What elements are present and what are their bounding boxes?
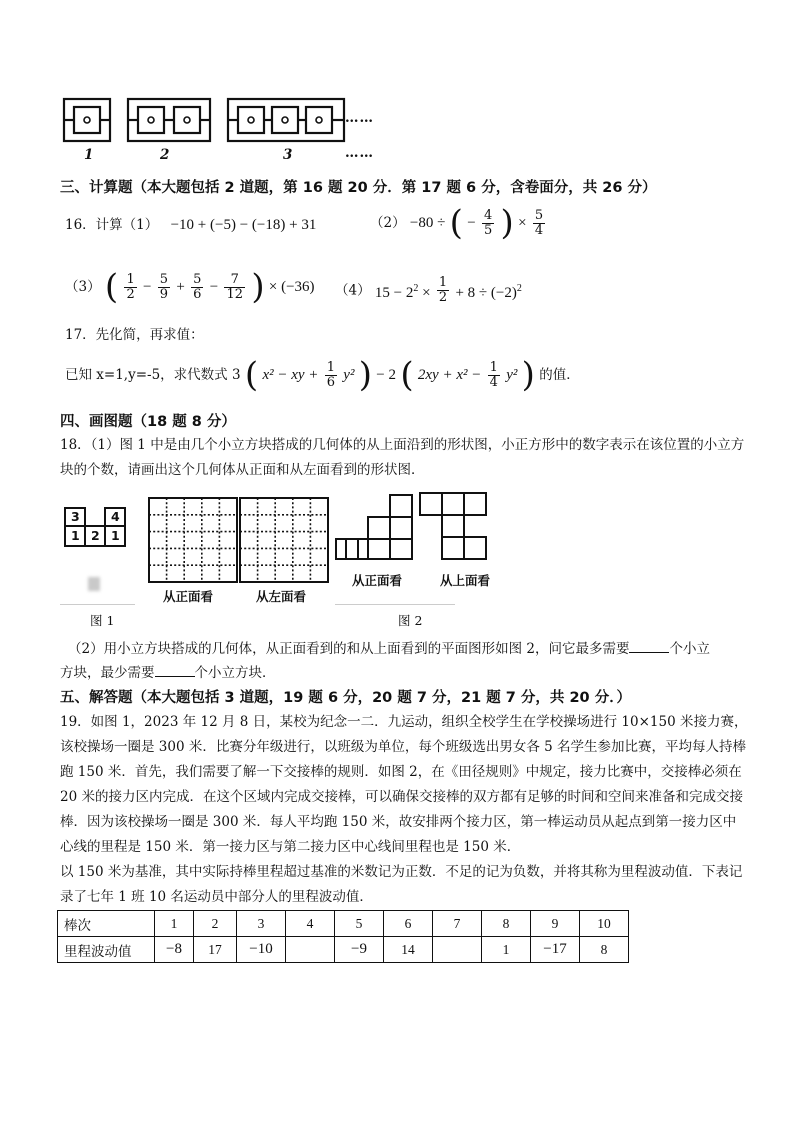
table-cell [433,937,482,963]
q18-part2-line2 [60,662,276,683]
q16-part3 [65,267,315,307]
fig2-front-view [334,493,414,563]
q16-line1 [65,215,316,235]
table-cell: 6 [384,911,433,937]
q16-part3-op1: − [143,279,152,295]
fig2-caption-top: 从上面看 [440,573,491,588]
section5-heading: 五、解答题（本大题包括 3 道题，19 题 6 分，20 题 7 分，21 题 7 分，共 20 分．） [60,690,631,706]
table-cell: 17 [194,937,237,963]
fig1-label: 图 1 [90,613,115,628]
q18-part2-a: （2）用小立方块搭成的几何体，从正面看到的和从上面看到的平面图形如图 2，问它最多需要 [68,641,630,657]
q16-prefix: 16．计算（1） [65,217,159,233]
q16-part3-rparen: ) [251,267,265,307]
front-view-answer-grid [148,497,238,583]
top-view-num-r2c3: 1 [111,528,120,543]
pattern-ellipsis-top: …… [345,110,374,126]
q17-title: 17．先化简，再求值： [65,327,204,343]
q16-part3-op3: − [209,279,219,295]
q17-rparen1: ) [358,355,372,395]
table-cell: 8 [580,937,629,963]
grid-caption-left: 从左面看 [256,589,307,604]
table-header-mileage: 里程波动值 [58,937,155,963]
table-cell: 7 [433,911,482,937]
q17-given: 已知 x=1,y=-5，求代数式 3 [65,367,241,383]
pattern-ellipsis-bottom: …… [345,145,374,161]
q16-part3-frac1: $\frac{1}{2}$ [126,271,135,302]
table-cell: 14 [384,937,433,963]
q18-part2-b: 个小立 [669,641,710,657]
section3-heading: 三、计算题（本大题包括 2 道题，第 16 题 20 分．第 17 题 6 分，含卷面分，共 26 分） [60,180,657,196]
top-view-num-r1c3: 4 [111,509,120,524]
pattern-label-1: 1 [84,147,94,163]
q17-expr1-a: x² − xy + [262,367,319,383]
q16-part1-expr: −10 + (−5) − (−18) + 31 [170,217,317,233]
top-view-num-r2c1: 1 [71,528,80,543]
max-cubes-blank [629,638,669,653]
q16-part4-frac: $\frac{1}{2}$ [438,275,448,305]
q17-expr2-b: y² [506,367,518,383]
min-cubes-blank [155,662,195,677]
q16-part2 [370,203,547,243]
q16-part4-a: $15 - 2^2$ × [374,282,431,301]
table-cell: 4 [286,911,335,937]
q16-part2-frac1: $\frac{4}{5}$ [483,207,493,238]
table-cell: −17 [531,937,580,963]
q16-part4 [335,276,522,305]
pattern-label-2: 2 [160,147,170,163]
table-cell [286,937,335,963]
table-cell: 9 [531,911,580,937]
q16-part3-frac2: $\frac{5}{9}$ [159,271,169,302]
q16-part3-label: （3） [65,279,101,295]
grid-caption-front: 从正面看 [163,589,214,604]
table-cell: −10 [237,937,286,963]
table-cell: 5 [335,911,384,937]
q18-part2-c: 方块，最少需要 [60,665,155,681]
q16-part3-lparen: ( [104,267,119,307]
fig2-caption-front: 从正面看 [352,573,403,588]
section4-heading: 四、画图题（18 题 8 分） [60,414,236,430]
q17-tail: 的值． [539,367,580,383]
q19-paragraph1: 19．如图 1，2023 年 12 月 8 日，某校为纪念一二．九运动，组织全校学生在学校操场进行 10×150 米接力赛，该校操场一圈是 300 米．比赛分年级进行，以班级为单位，每个班级选出男女各 5 名学生参加比赛，平均每人持棒跑 150 米．首先，我们需要了解一下交接棒的规则．如图 2，在《田径规则》中规定，接力比赛中，交接棒必须在 20 米的接力区内完成．在这个区域内完成交接棒，可以确保交接棒的双方都有足够的时间和空间来准备和完成交接棒．因为该校操场一圈是 300 米．每人平均跑 150 米，故安排两个接力区，第一棒运动员从起点到第一接力区中心线的里程是 150 米．第一接力区与第二接力区中心线间里程也是 150 米． [60,714,748,855]
q18-text: 18．（1）图 1 中是由几个小立方块搭成的几何体的从上面沿到的形状图，小正方形中的数字表示在该位置的小立方块的个数，请画出这个几何体从正面和从左面看到的形状图． [60,437,745,478]
table-row [58,911,629,937]
q17-expr1-frac: $\frac{1}{6}$ [326,359,335,390]
mileage-table [57,910,629,963]
q16-part2-times: × [518,215,527,231]
pattern-figure [60,95,380,165]
table-cell: 3 [237,911,286,937]
table-header-baton: 棒次 [58,911,155,937]
q18-part2-d: 个小立方块． [194,665,276,681]
fig2-top-view [418,491,498,563]
q16-part3-op2: + [176,279,185,295]
q16-part2-minus: − [467,215,476,231]
pattern-label-3: 3 [283,147,293,163]
q19-paragraph2: 以 150 米为基准，其中实际持棒里程超过基准的米数记为正数．不足的记为负数，并将其称为里程波动值．下表记录了七年 1 班 10 名运动员中部分人的里程波动值． [60,864,743,905]
q16-part2-pre: −80 ÷ [409,215,446,231]
top-view-num-r1c1: 3 [71,509,80,524]
q17-expr2-a: 2xy + x² − [417,367,482,383]
table-cell: −8 [155,937,194,963]
q16-part3-frac4: $\frac{7}{12}$ [226,271,244,302]
q17-mid: − 2 [376,367,397,383]
q16-part4-c: + $8 \div (-2)^2$ [455,282,522,301]
q16-part2-label: （2） [370,215,406,231]
fig2-label: 图 2 [398,613,423,628]
table-cell: 8 [482,911,531,937]
q17-lparen2: ( [400,355,414,395]
left-view-answer-grid [239,497,329,583]
top-view-num-r2c2: 2 [91,528,100,543]
q17-rparen2: ) [521,355,535,395]
blurred-mark-1 [88,577,100,591]
q16-part3-tail: × (−36) [268,279,315,295]
table-cell: 1 [482,937,531,963]
table-row [58,937,629,963]
table-cell: 2 [194,911,237,937]
fig1-underline [60,604,135,605]
q17-lparen1: ( [244,355,259,395]
q16-part2-lparen: ( [449,203,463,243]
table-cell: −9 [335,937,384,963]
fig2-underline [335,604,455,605]
q18-part2-line1 [68,638,710,659]
q17-expression [65,355,580,395]
q16-part3-frac3: $\frac{5}{6}$ [193,271,202,302]
q16-part2-rparen: ) [500,203,514,243]
q16-part4-label: （4） [335,282,371,299]
q17-expr1-b: y² [343,367,355,383]
q16-part2-frac2: $\frac{5}{4}$ [534,207,544,238]
table-cell: 1 [155,911,194,937]
table-cell: 10 [580,911,629,937]
q17-expr2-frac: $\frac{1}{4}$ [489,359,498,390]
